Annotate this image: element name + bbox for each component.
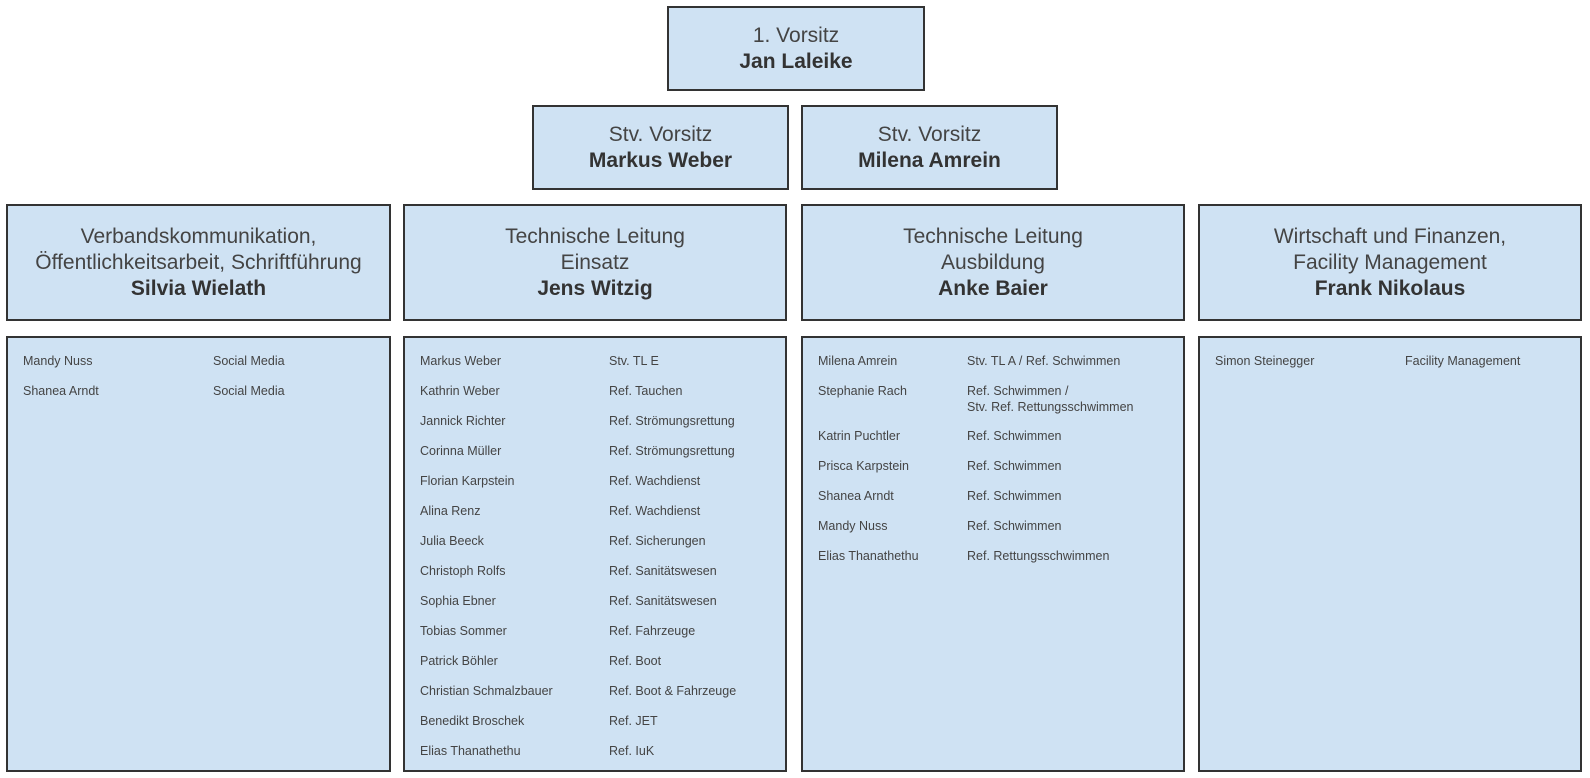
department-title-line: Technische Leitung [505, 224, 685, 248]
member-name: Tobias Sommer [420, 624, 507, 638]
member-role: Facility Management [1405, 354, 1521, 368]
department-title-line: Technische Leitung [903, 224, 1083, 248]
department-head-finance [1198, 204, 1582, 321]
deputy-box-2 [801, 105, 1058, 190]
member-role: Ref. JET [609, 714, 658, 728]
deputy-title: Stv. Vorsitz [877, 122, 982, 146]
member-name: Elias Thanathethu [818, 549, 919, 563]
member-role: Social Media [213, 384, 285, 398]
member-name: Shanea Arndt [23, 384, 99, 398]
member-name: Stephanie Rach [818, 384, 907, 398]
members-panel-training [801, 336, 1185, 772]
member-name: Jannick Richter [420, 414, 506, 428]
member-role: Ref. Schwimmen [967, 489, 1062, 503]
member-name: Shanea Arndt [818, 489, 894, 503]
member-name: Patrick Böhler [420, 654, 498, 668]
department-title-line: Ausbildung [941, 250, 1045, 274]
member-name: Katrin Puchtler [818, 429, 900, 443]
department-head-name: Jens Witzig [537, 276, 653, 300]
members-panel-communication [6, 336, 391, 772]
member-role: Ref. Fahrzeuge [609, 624, 696, 638]
member-name: Christian Schmalzbauer [420, 684, 553, 698]
member-role: Ref. Tauchen [609, 384, 683, 398]
member-role: Ref. Schwimmen [967, 459, 1062, 473]
member-role: Social Media [213, 354, 285, 368]
member-name: Mandy Nuss [23, 354, 93, 368]
member-role: Stv. TL E [609, 354, 659, 368]
chair-box [667, 6, 925, 91]
department-title-line: Facility Management [1293, 250, 1487, 274]
department-head-communication [6, 204, 391, 321]
deputy-name: Milena Amrein [858, 148, 1001, 172]
member-role: Ref. Sanitätswesen [609, 564, 717, 578]
member-name: Mandy Nuss [818, 519, 888, 533]
member-role: Ref. Sicherungen [609, 534, 706, 548]
member-name: Simon Steinegger [1215, 354, 1315, 368]
member-role: Ref. Schwimmen [967, 429, 1062, 443]
member-role: Ref. IuK [609, 744, 655, 758]
deputy-title: Stv. Vorsitz [608, 122, 713, 146]
member-name: Kathrin Weber [420, 384, 500, 398]
member-name: Milena Amrein [818, 354, 898, 368]
department-title-line: Wirtschaft und Finanzen, [1273, 224, 1507, 248]
department-title-line: Öffentlichkeitsarbeit, Schriftführung [35, 250, 362, 274]
member-name: Benedikt Broschek [420, 714, 525, 728]
member-name: Corinna Müller [420, 444, 502, 458]
department-head-name: Frank Nikolaus [1314, 276, 1466, 300]
department-title-line: Verbandskommunikation, [80, 224, 317, 248]
chair-name: Jan Laleike [739, 49, 853, 73]
chair-title: 1. Vorsitz [752, 23, 840, 47]
members-panel-finance [1198, 336, 1582, 772]
member-role: Ref. Strömungsrettung [609, 414, 735, 428]
members-panel-operations [403, 336, 787, 772]
member-name: Christoph Rolfs [420, 564, 506, 578]
member-name: Elias Thanathethu [420, 744, 521, 758]
member-role: Ref. Sanitätswesen [609, 594, 717, 608]
department-title-line: Einsatz [560, 250, 630, 274]
department-head-name: Silvia Wielath [130, 276, 267, 300]
member-role: Ref. Schwimmen / [967, 384, 1069, 398]
member-role-continued: Stv. Ref. Rettungsschwimmen [967, 400, 1134, 414]
member-name: Florian Karpstein [420, 474, 515, 488]
member-name: Prisca Karpstein [818, 459, 910, 473]
department-head-operations [403, 204, 787, 321]
member-role: Ref. Strömungsrettung [609, 444, 735, 458]
member-role: Stv. TL A / Ref. Schwimmen [967, 354, 1121, 368]
department-head-name: Anke Baier [938, 276, 1048, 300]
member-name: Markus Weber [420, 354, 502, 368]
deputy-name: Markus Weber [588, 148, 733, 172]
member-role: Ref. Boot & Fahrzeuge [609, 684, 737, 698]
deputy-box-1 [532, 105, 789, 190]
member-role: Ref. Schwimmen [967, 519, 1062, 533]
department-head-training [801, 204, 1185, 321]
member-role: Ref. Wachdienst [609, 504, 701, 518]
member-name: Julia Beeck [420, 534, 484, 548]
member-name: Sophia Ebner [420, 594, 496, 608]
member-name: Alina Renz [420, 504, 481, 518]
member-role: Ref. Wachdienst [609, 474, 701, 488]
member-role: Ref. Boot [609, 654, 662, 668]
member-role: Ref. Rettungsschwimmen [967, 549, 1110, 563]
